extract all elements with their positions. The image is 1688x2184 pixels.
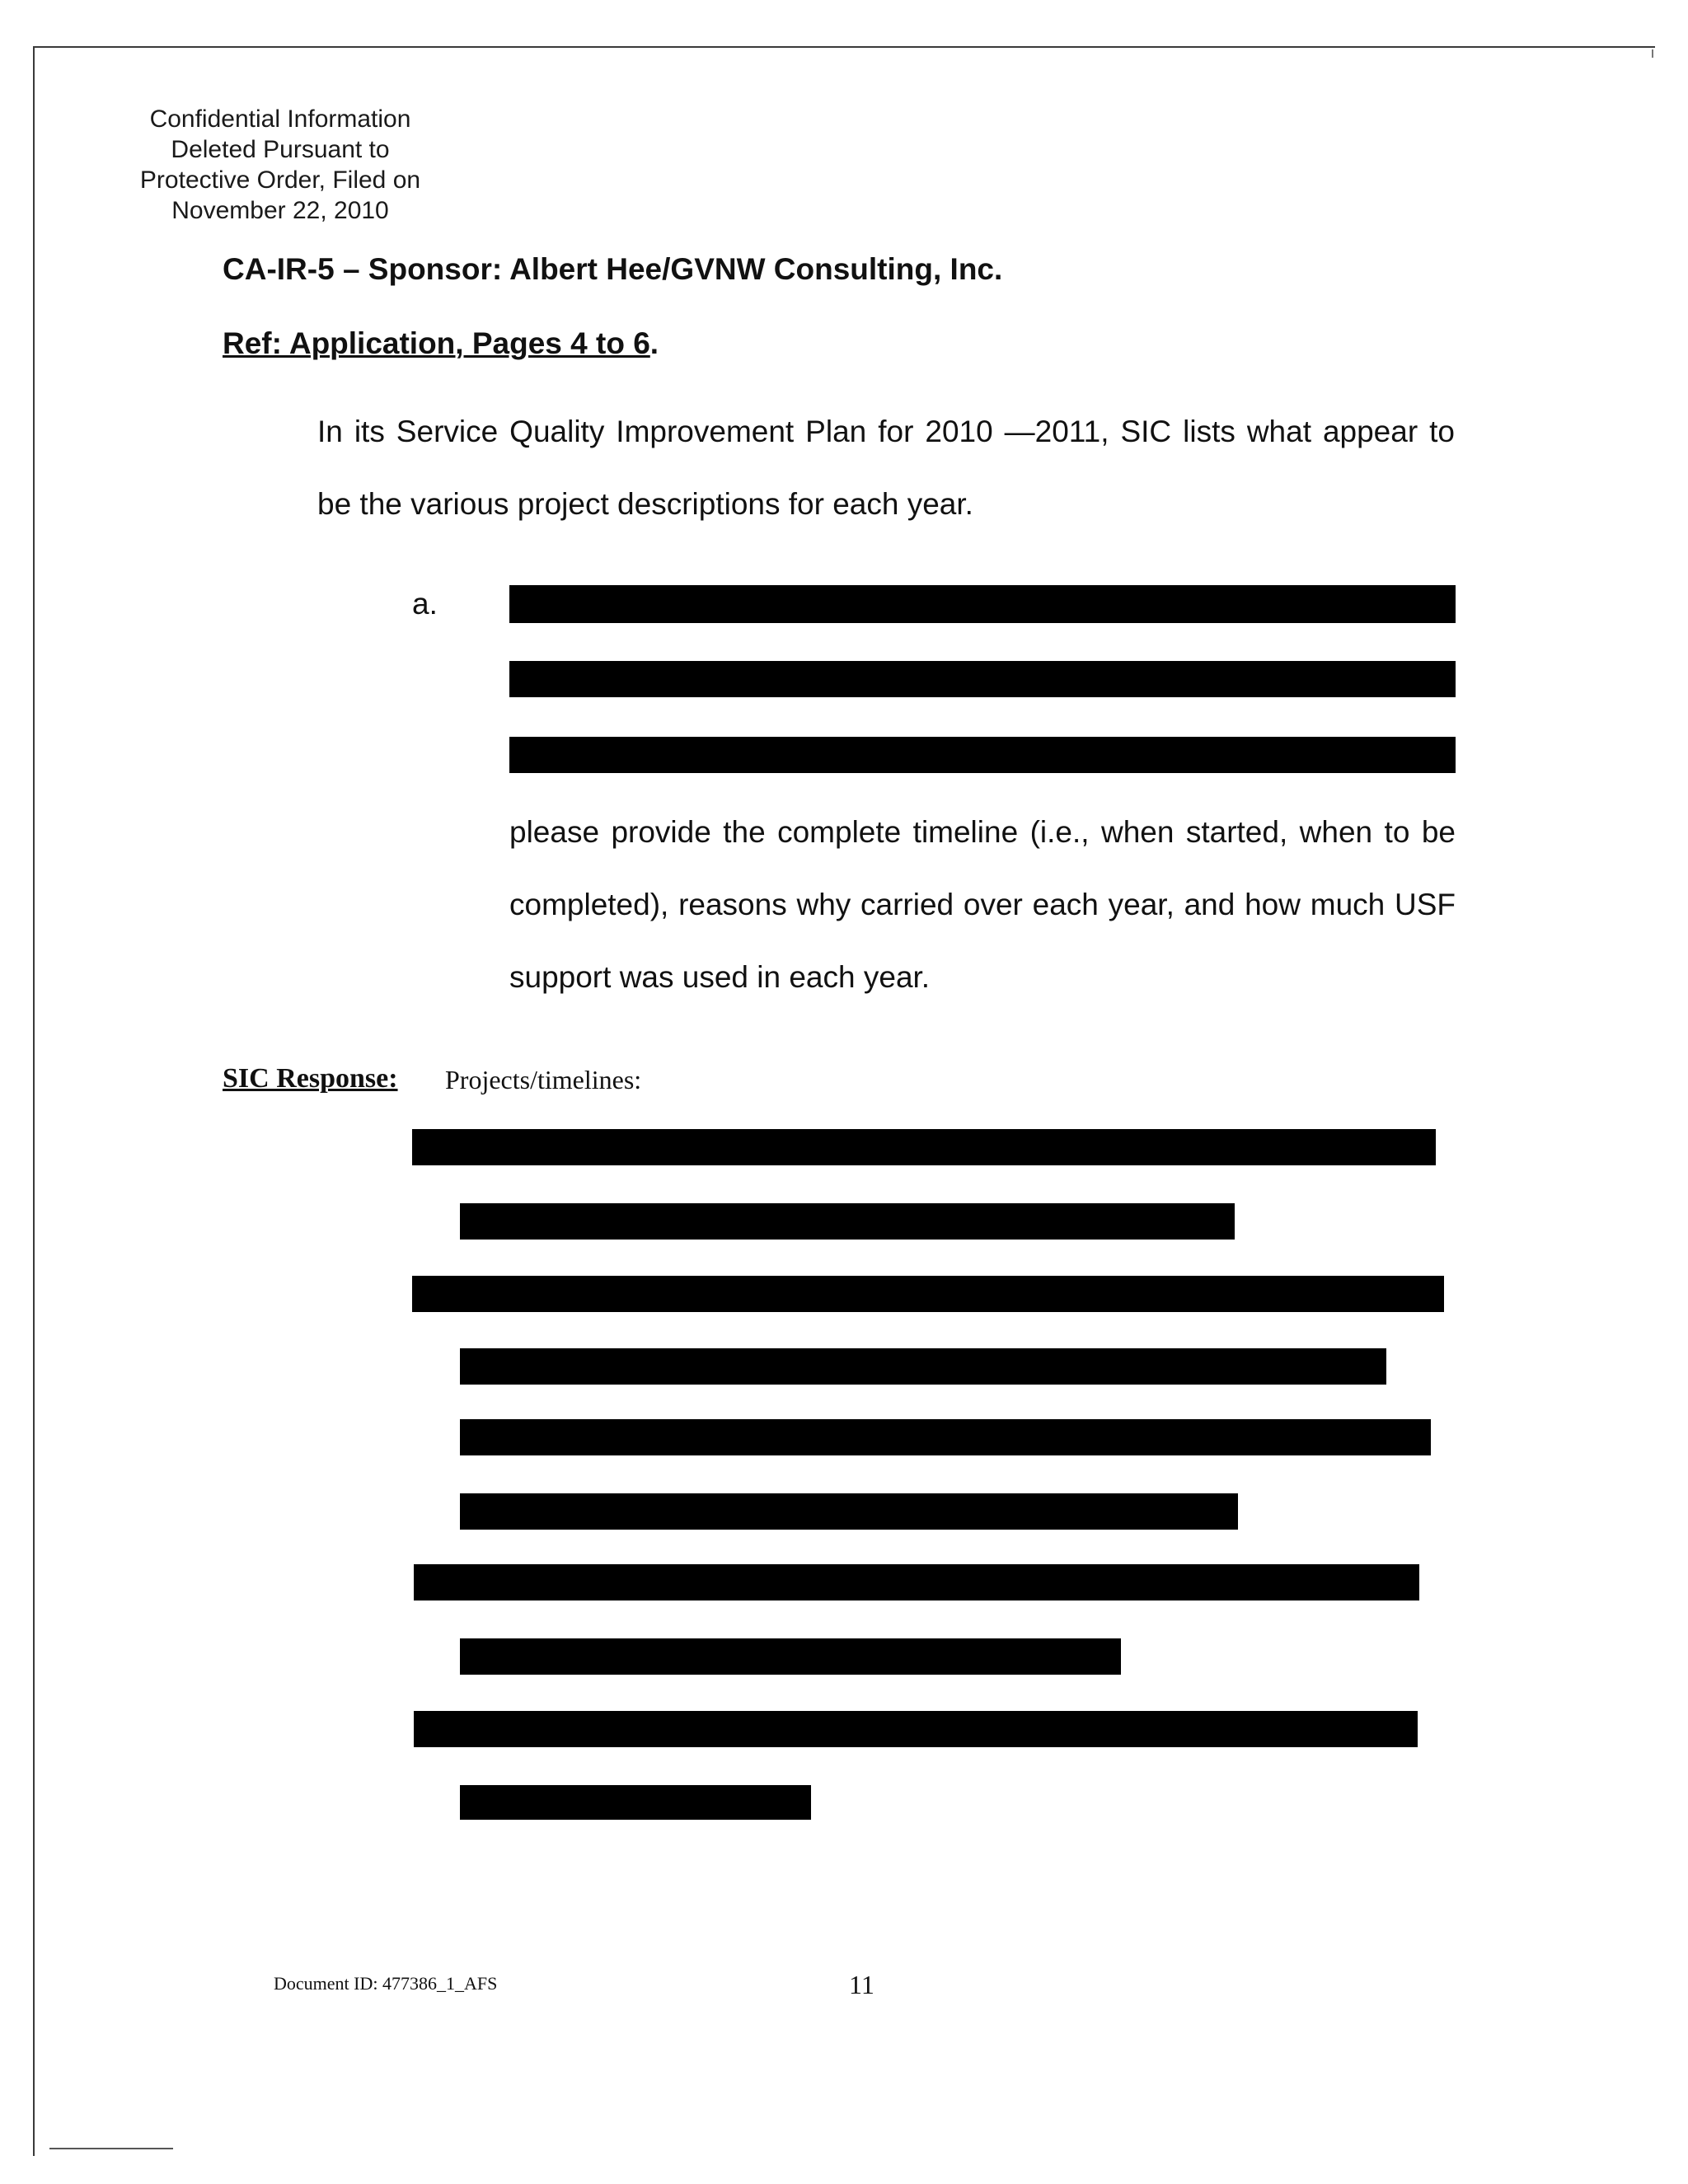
reference-label: Ref: Application, Pages 4 to 6 [223,326,650,360]
redaction-bar [414,1564,1419,1601]
scan-edge-mark [49,2148,173,2149]
confidential-line: November 22, 2010 [171,197,389,224]
reference-line [223,326,659,361]
redaction-bar [460,1493,1238,1530]
page-number: 11 [849,1970,874,1999]
item-label-a: a. [412,587,438,621]
item-a-text: please provide the complete timeline (i.e., when started, when to be completed), reasons why carried over each year, and how much USF support was used in each year. [509,815,1456,994]
request-intro-paragraph: In its Service Quality Improvement Plan for 2010 —2011, SIC lists what appear to be the various project descriptions for each year. [317,415,1455,521]
redaction-bar [412,1276,1444,1312]
page-border-top [33,46,1655,48]
request-heading: CA-IR-5 – Sponsor: Albert Hee/GVNW Consulting, Inc. [223,252,1003,286]
document-id: Document ID: 477386_1_AFS [274,1973,498,1994]
response-text: Projects/timelines: [445,1065,642,1094]
redaction-bar [460,1638,1121,1675]
page-border-left [33,46,35,2156]
redaction-bar [509,585,1456,623]
redaction-bar [509,661,1456,697]
redaction-bar [460,1348,1386,1385]
redaction-bar [412,1129,1436,1165]
confidential-line: Deleted Pursuant to [171,136,390,163]
redaction-bar [414,1711,1418,1747]
redaction-bar [460,1203,1235,1240]
redaction-bar [460,1419,1431,1455]
confidential-line: Protective Order, Filed on [139,166,421,194]
confidential-notice [124,104,437,226]
scan-edge-tick [1652,49,1653,58]
response-label: SIC Response: [223,1063,398,1094]
confidential-line: Confidential Information [149,105,411,133]
redaction-bar [460,1785,811,1820]
redaction-bar [509,737,1456,773]
reference-period: . [649,326,659,360]
